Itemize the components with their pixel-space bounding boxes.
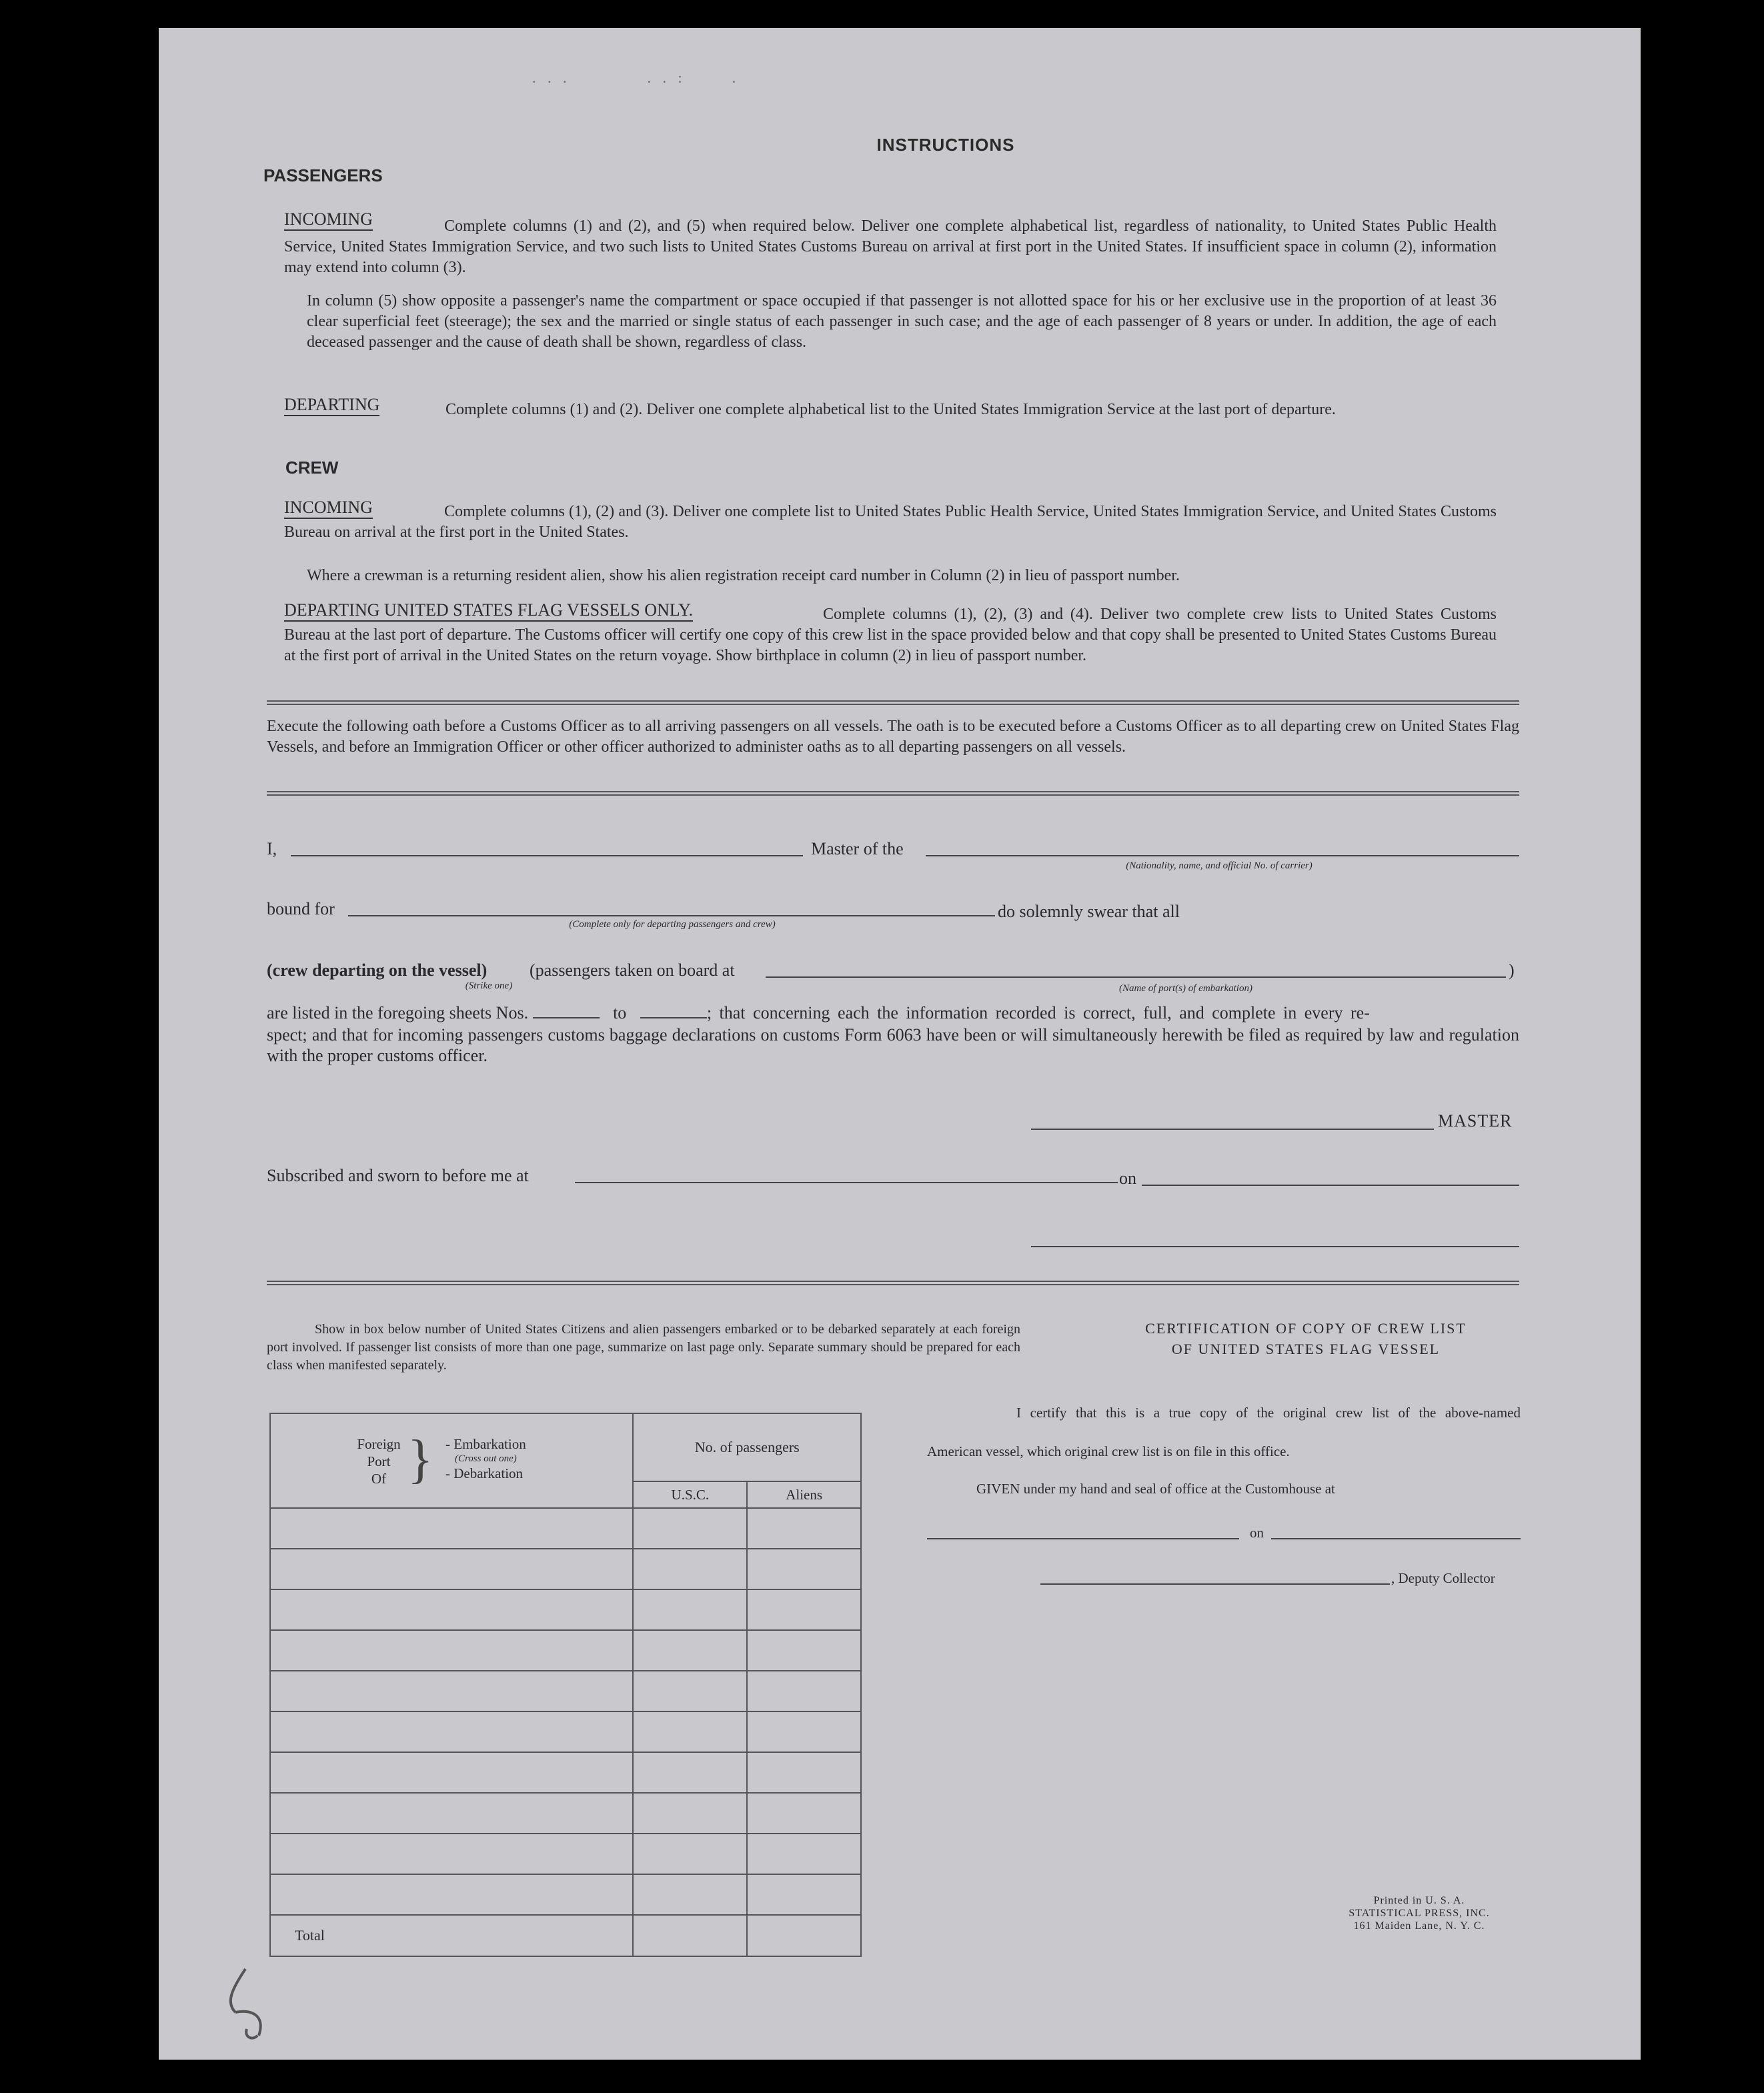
port-cell[interactable] [270, 1549, 633, 1589]
form-sheet [159, 28, 1641, 2060]
carrier-field[interactable] [926, 855, 1519, 856]
bound-for-field[interactable] [348, 915, 995, 916]
table-row [270, 1834, 861, 1874]
total-usc-cell[interactable] [633, 1915, 747, 1956]
listed-start: are listed in the foregoing sheets Nos. [267, 1003, 529, 1022]
master-label: MASTER [1438, 1111, 1513, 1131]
sheet-to-field[interactable] [640, 1004, 707, 1018]
crew-departing-option[interactable]: (crew departing on the vessel) [267, 960, 488, 980]
usc-cell[interactable] [633, 1589, 747, 1630]
summary-table [269, 1413, 862, 1957]
handwritten-mark-icon [205, 1962, 299, 2049]
bleed-through-marks: . . . . . : . [532, 69, 740, 86]
strike-one-caption: (Strike one) [465, 980, 513, 991]
sworn-at-field[interactable] [575, 1182, 1118, 1183]
port-cell[interactable] [270, 1589, 633, 1630]
total-aliens-cell[interactable] [747, 1915, 861, 1956]
deputy-collector-label: , Deputy Collector [1391, 1570, 1495, 1586]
given-text: GIVEN under my hand and seal of office at the Customhouse at [976, 1481, 1335, 1497]
table-row [270, 1793, 861, 1834]
passengers-heading: PASSENGERS [263, 165, 383, 185]
printer-imprint: Printed in U. S. A. STATISTICAL PRESS, INC. 161 Maiden Lane, N. Y. C. [1349, 1895, 1490, 1932]
usc-cell[interactable] [633, 1752, 747, 1793]
passengers-taken-option[interactable]: (passengers taken on board at [530, 960, 735, 980]
aliens-cell[interactable] [747, 1793, 861, 1834]
certification-on-label: on [1250, 1525, 1264, 1541]
usc-cell[interactable] [633, 1834, 747, 1874]
table-row [270, 1549, 861, 1589]
total-row [270, 1915, 861, 1956]
foreign-port-of-label: Foreign Port Of [357, 1436, 401, 1487]
passengers-departing-label: DEPARTING [284, 395, 411, 415]
certification-title: CERTIFICATION OF COPY OF CREW LIST OF UNITED STATES FLAG VESSEL [1145, 1320, 1467, 1357]
aliens-cell[interactable] [747, 1549, 861, 1589]
port-cell[interactable] [270, 1711, 633, 1752]
table-row [270, 1752, 861, 1793]
to-label: to [613, 1003, 627, 1022]
bound-for-label: bound for [267, 899, 335, 918]
divider [267, 791, 1519, 796]
instructions-title: INSTRUCTIONS [876, 135, 1015, 155]
port-cell[interactable] [270, 1508, 633, 1549]
respect-text: spect; and that for incoming passengers customs baggage declarations on customs Form 6063 have been or will simultaneously herewith be filed as required by law and regulation with the proper customs officer. [267, 1025, 1519, 1065]
oath-instruction: Execute the following oath before a Customs Officer as to all arriving passengers on all vessels. The oath is to be executed before a Customs Officer as to all departing crew on United States Flag Vessels, and before an Immigration Officer or other officer authorized to administer oaths as to all departing passengers on all vessels. [267, 718, 1519, 756]
passengers-incoming-label: INCOMING [284, 209, 397, 229]
usc-cell[interactable] [633, 1549, 747, 1589]
port-cell[interactable] [270, 1793, 633, 1834]
aliens-cell[interactable] [747, 1874, 861, 1915]
crew-heading: CREW [285, 458, 339, 478]
brace-icon: } [407, 1430, 433, 1489]
table-row [270, 1711, 861, 1752]
usc-cell[interactable] [633, 1671, 747, 1711]
usc-cell[interactable] [633, 1874, 747, 1915]
crew-resident-text: Where a crewman is a returning resident alien, show his alien registration receipt card number in Column (2) in lieu of passport number. [307, 567, 1180, 584]
master-name-field[interactable] [291, 855, 803, 856]
crew-incoming-label: INCOMING [284, 498, 397, 518]
aliens-cell[interactable] [747, 1508, 861, 1549]
table-row [270, 1671, 861, 1711]
ports-caption: (Name of port(s) of embarkation) [1119, 983, 1252, 994]
sheet-from-field[interactable] [533, 1004, 600, 1018]
no-of-passengers-header: No. of passengers [633, 1413, 861, 1481]
deputy-signature-field[interactable] [1040, 1583, 1390, 1585]
aliens-header: Aliens [747, 1481, 861, 1508]
passengers-incoming-text: Complete columns (1) and (2), and (5) when required below. Deliver one complete alphabetical list, regardless of nationality, to United States Public Health Service, United States Immigration Service, and two such lists to United States Customs Bureau on arrival at first port in the United States. If insufficient space in column (2), information may extend into column (3). [284, 217, 1497, 276]
table-row [270, 1508, 861, 1549]
subscribed-label: Subscribed and sworn to before me at [267, 1166, 529, 1185]
aliens-cell[interactable] [747, 1711, 861, 1752]
divider [267, 1281, 1519, 1285]
aliens-cell[interactable] [747, 1671, 861, 1711]
port-cell[interactable] [270, 1671, 633, 1711]
officer-signature-field[interactable] [1031, 1246, 1519, 1247]
total-label: Total [270, 1915, 633, 1956]
passengers-column5-text: In column (5) show opposite a passenger's name the compartment or space occupied if that passenger is not allotted space for his or her exclusive use in the proportion of at least 36 clear superficial feet (steerage); the sex and the married or single status of each passenger in such case; and the age of each passenger of 8 years or under. In addition, the age of each deceased passenger and the cause of death shall be shown, regardless of class. [307, 292, 1497, 351]
certification-date-field[interactable] [1271, 1538, 1521, 1539]
port-cell[interactable] [270, 1834, 633, 1874]
port-header-cell [270, 1413, 633, 1508]
oath-i-label: I, [267, 839, 277, 858]
sworn-on-label: on [1119, 1169, 1136, 1188]
master-of-the-label: Master of the [811, 839, 904, 858]
table-row [270, 1630, 861, 1671]
port-cell[interactable] [270, 1630, 633, 1671]
aliens-cell[interactable] [747, 1834, 861, 1874]
certify-line-2: American vessel, which original crew list is on file in this office. [927, 1443, 1290, 1459]
passengers-departing-text: Complete columns (1) and (2). Deliver one complete alphabetical list to the United States Immigration Service at the last port of departure. [446, 401, 1336, 418]
aliens-cell[interactable] [747, 1752, 861, 1793]
crew-departing-label: DEPARTING UNITED STATES FLAG VESSELS ONLY. [284, 600, 818, 620]
usc-cell[interactable] [633, 1793, 747, 1834]
summary-instruction: Show in box below number of United States Citizens and alien passengers embarked or to be debarked separately at each foreign port involved. If passenger list consists of more than one page, summarize on last page only. Separate summary should be prepared for each class when manifested separately. [267, 1322, 1020, 1373]
close-paren: ) [1509, 960, 1515, 980]
table-row [270, 1589, 861, 1630]
divider [267, 700, 1519, 705]
port-cell[interactable] [270, 1752, 633, 1793]
carrier-caption: (Nationality, name, and official No. of carrier) [1126, 860, 1312, 871]
crew-incoming-text: Complete columns (1), (2) and (3). Deliver one complete list to United States Public Health Service, United States Immigration Service, and United States Customs Bureau on arrival at the first port in the United States. [284, 503, 1497, 541]
customhouse-field[interactable] [927, 1538, 1239, 1539]
listed-end: ; that concerning each the information recorded is correct, full, and complete in every re- [706, 1003, 1370, 1022]
embarkation-ports-field[interactable] [766, 976, 1506, 978]
table-row [270, 1874, 861, 1915]
sworn-date-field[interactable] [1142, 1185, 1519, 1186]
listed-line [267, 1003, 1519, 1023]
usc-cell[interactable] [633, 1508, 747, 1549]
aliens-cell[interactable] [747, 1589, 861, 1630]
aliens-cell[interactable] [747, 1630, 861, 1671]
embark-debark-label: - Embarkation (Cross out one) - Debarkation [446, 1436, 526, 1481]
certify-line-1: I certify that this is a true copy of the original crew list of the above-named [1016, 1405, 1521, 1421]
usc-cell[interactable] [633, 1711, 747, 1752]
master-signature-field[interactable] [1031, 1129, 1434, 1130]
bound-for-caption: (Complete only for departing passengers and crew) [569, 919, 776, 930]
crew-departing-text: Complete columns (1), (2), (3) and (4). Deliver two complete crew lists to United States Customs Bureau at the last port of departure. The Customs officer will certify one copy of this crew list in the space provided below and that copy shall be presented to United States Customs Bureau at the first port of arrival in the United States on the return voyage. Show birthplace in column (2) in lieu of passport number. [284, 606, 1497, 664]
usc-header: U.S.C. [633, 1481, 747, 1508]
swear-text: do solemnly swear that all [998, 902, 1180, 921]
port-cell[interactable] [270, 1874, 633, 1915]
usc-cell[interactable] [633, 1630, 747, 1671]
